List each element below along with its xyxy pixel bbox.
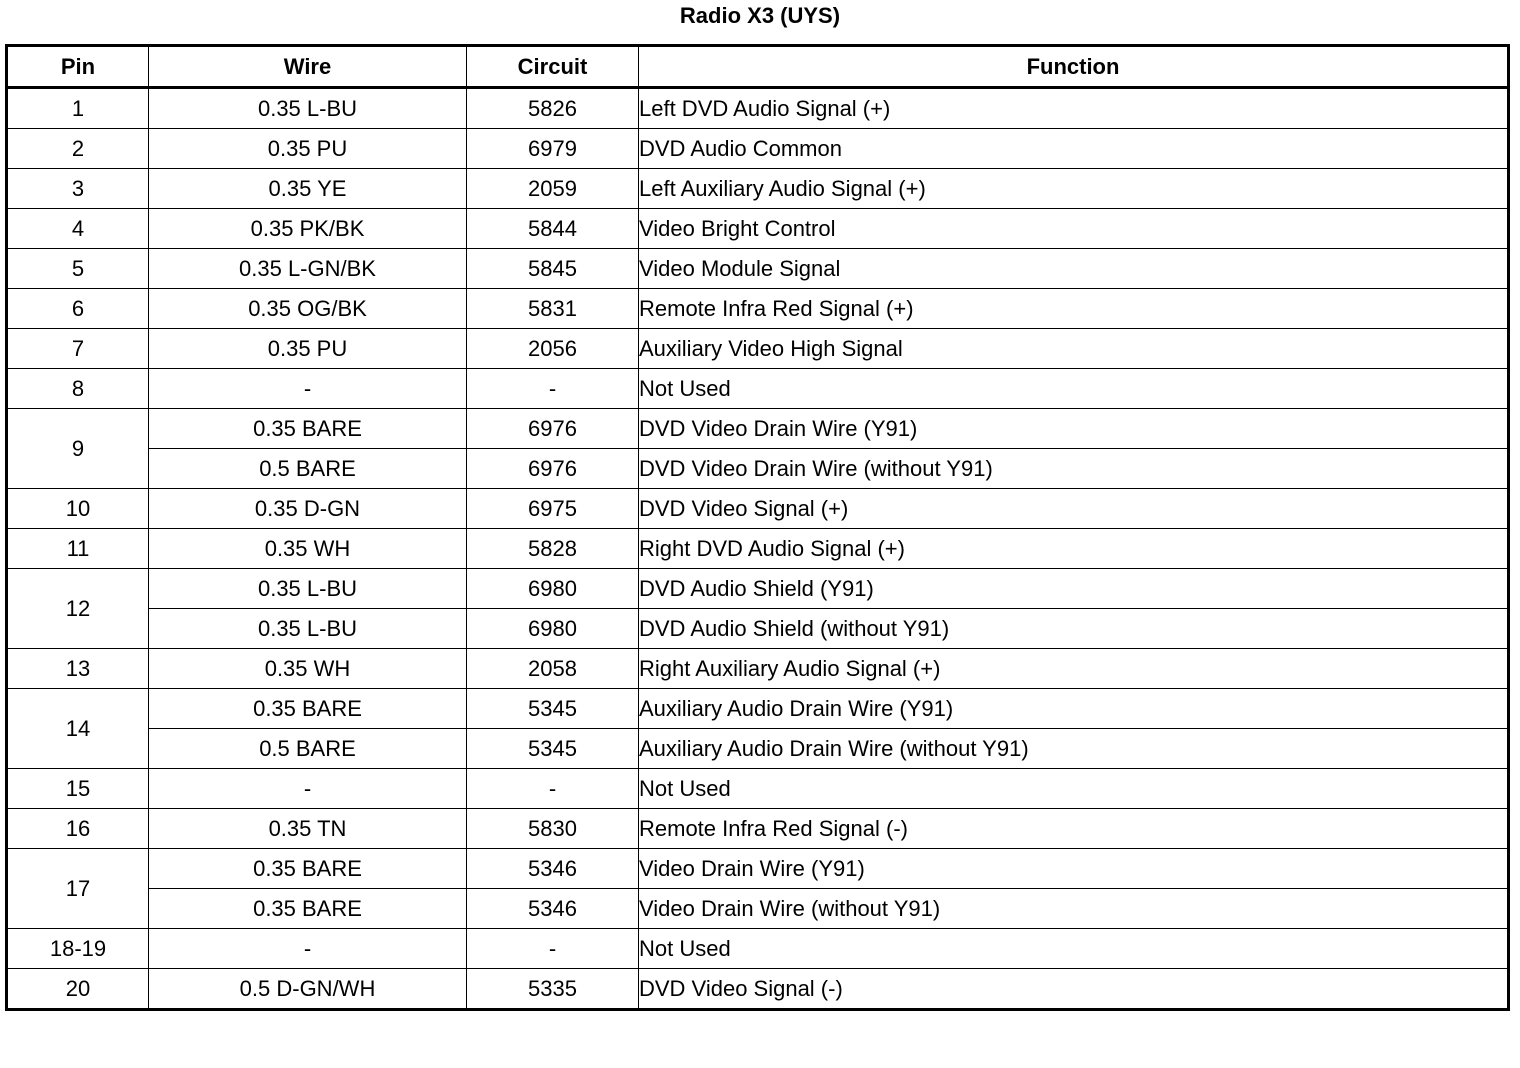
pin-cell: 6 (7, 289, 149, 329)
pin-cell: 10 (7, 489, 149, 529)
pinout-table (5, 44, 1510, 1011)
table-row (7, 889, 1509, 929)
function-cell: Auxiliary Video High Signal (639, 329, 1509, 369)
page-title: Radio X3 (UYS) (679, 3, 841, 28)
function-cell: Not Used (639, 929, 1509, 969)
wire-cell: 0.5 BARE (149, 729, 467, 769)
table-row (7, 329, 1509, 369)
circuit-cell: 2056 (467, 329, 639, 369)
function-cell: Left Auxiliary Audio Signal (+) (639, 169, 1509, 209)
function-cell: Video Drain Wire (Y91) (639, 849, 1509, 889)
wire-cell: - (149, 769, 467, 809)
pin-cell: 3 (7, 169, 149, 209)
header-row (7, 46, 1509, 88)
table-row (7, 929, 1509, 969)
function-cell: Remote Infra Red Signal (+) (639, 289, 1509, 329)
circuit-cell: - (467, 929, 639, 969)
wire-cell: 0.35 PK/BK (149, 209, 467, 249)
wire-cell: 0.35 OG/BK (149, 289, 467, 329)
wire-cell: - (149, 369, 467, 409)
function-cell: Video Module Signal (639, 249, 1509, 289)
table-row (7, 129, 1509, 169)
table-row (7, 449, 1509, 489)
wire-cell: 0.35 PU (149, 329, 467, 369)
pin-cell: 4 (7, 209, 149, 249)
function-cell: DVD Audio Common (639, 129, 1509, 169)
circuit-cell: 2058 (467, 649, 639, 689)
function-cell: DVD Video Signal (-) (639, 969, 1509, 1010)
circuit-cell: 5345 (467, 729, 639, 769)
table-row (7, 969, 1509, 1010)
pin-cell: 11 (7, 529, 149, 569)
function-cell: Not Used (639, 769, 1509, 809)
function-cell: DVD Audio Shield (without Y91) (639, 609, 1509, 649)
function-cell: Right DVD Audio Signal (+) (639, 529, 1509, 569)
function-cell: Right Auxiliary Audio Signal (+) (639, 649, 1509, 689)
wire-cell: 0.35 PU (149, 129, 467, 169)
pin-cell: 16 (7, 809, 149, 849)
table-row (7, 489, 1509, 529)
table-row (7, 529, 1509, 569)
pin-cell: 13 (7, 649, 149, 689)
circuit-cell: 5346 (467, 889, 639, 929)
circuit-cell: 6975 (467, 489, 639, 529)
circuit-cell: 2059 (467, 169, 639, 209)
table-row (7, 249, 1509, 289)
circuit-cell: 5831 (467, 289, 639, 329)
wire-cell: 0.35 L-BU (149, 88, 467, 129)
column-header-function: Function (639, 46, 1509, 88)
table-body (7, 88, 1509, 1010)
circuit-cell: 6976 (467, 449, 639, 489)
table-row (7, 409, 1509, 449)
function-cell: DVD Video Drain Wire (Y91) (639, 409, 1509, 449)
circuit-cell: 6980 (467, 569, 639, 609)
pin-cell: 14 (7, 689, 149, 769)
table-row (7, 649, 1509, 689)
pin-cell: 12 (7, 569, 149, 649)
pin-cell: 7 (7, 329, 149, 369)
circuit-cell: 5826 (467, 88, 639, 129)
wire-cell: 0.35 BARE (149, 849, 467, 889)
function-cell: DVD Video Signal (+) (639, 489, 1509, 529)
circuit-cell: 6976 (467, 409, 639, 449)
circuit-cell: - (467, 769, 639, 809)
function-cell: Video Drain Wire (without Y91) (639, 889, 1509, 929)
circuit-cell: 6980 (467, 609, 639, 649)
circuit-cell: - (467, 369, 639, 409)
pin-cell: 18-19 (7, 929, 149, 969)
function-cell: Video Bright Control (639, 209, 1509, 249)
wire-cell: 0.35 BARE (149, 889, 467, 929)
table-row (7, 609, 1509, 649)
wire-cell: 0.35 L-BU (149, 609, 467, 649)
function-cell: DVD Audio Shield (Y91) (639, 569, 1509, 609)
table-row (7, 729, 1509, 769)
wire-cell: 0.35 L-BU (149, 569, 467, 609)
pin-cell: 5 (7, 249, 149, 289)
circuit-cell: 5346 (467, 849, 639, 889)
wire-cell: 0.5 BARE (149, 449, 467, 489)
column-header-pin: Pin (7, 46, 149, 88)
table-row (7, 809, 1509, 849)
wire-cell: 0.35 L-GN/BK (149, 249, 467, 289)
wire-cell: 0.35 D-GN (149, 489, 467, 529)
function-cell: Auxiliary Audio Drain Wire (without Y91) (639, 729, 1509, 769)
column-header-wire: Wire (149, 46, 467, 88)
pin-cell: 15 (7, 769, 149, 809)
function-cell: Remote Infra Red Signal (-) (639, 809, 1509, 849)
table-row (7, 88, 1509, 129)
table-row (7, 289, 1509, 329)
function-cell: Not Used (639, 369, 1509, 409)
wire-cell: 0.35 BARE (149, 689, 467, 729)
wire-cell: - (149, 929, 467, 969)
table-row (7, 569, 1509, 609)
circuit-cell: 5335 (467, 969, 639, 1010)
function-cell: DVD Video Drain Wire (without Y91) (639, 449, 1509, 489)
wire-cell: 0.35 WH (149, 529, 467, 569)
wire-cell: 0.35 WH (149, 649, 467, 689)
circuit-cell: 5844 (467, 209, 639, 249)
circuit-cell: 5830 (467, 809, 639, 849)
wire-cell: 0.35 BARE (149, 409, 467, 449)
table-row (7, 849, 1509, 889)
wire-cell: 0.35 YE (149, 169, 467, 209)
circuit-cell: 5828 (467, 529, 639, 569)
table-row (7, 369, 1509, 409)
circuit-cell: 5845 (467, 249, 639, 289)
table-row (7, 169, 1509, 209)
table-row (7, 769, 1509, 809)
table-header (7, 46, 1509, 88)
circuit-cell: 6979 (467, 129, 639, 169)
wire-cell: 0.5 D-GN/WH (149, 969, 467, 1010)
pin-cell: 9 (7, 409, 149, 489)
column-header-circuit: Circuit (467, 46, 639, 88)
table-row (7, 209, 1509, 249)
circuit-cell: 5345 (467, 689, 639, 729)
pin-cell: 2 (7, 129, 149, 169)
function-cell: Left DVD Audio Signal (+) (639, 88, 1509, 129)
wire-cell: 0.35 TN (149, 809, 467, 849)
pin-cell: 8 (7, 369, 149, 409)
table-row (7, 689, 1509, 729)
pin-cell: 20 (7, 969, 149, 1010)
pin-cell: 1 (7, 88, 149, 129)
function-cell: Auxiliary Audio Drain Wire (Y91) (639, 689, 1509, 729)
pin-cell: 17 (7, 849, 149, 929)
